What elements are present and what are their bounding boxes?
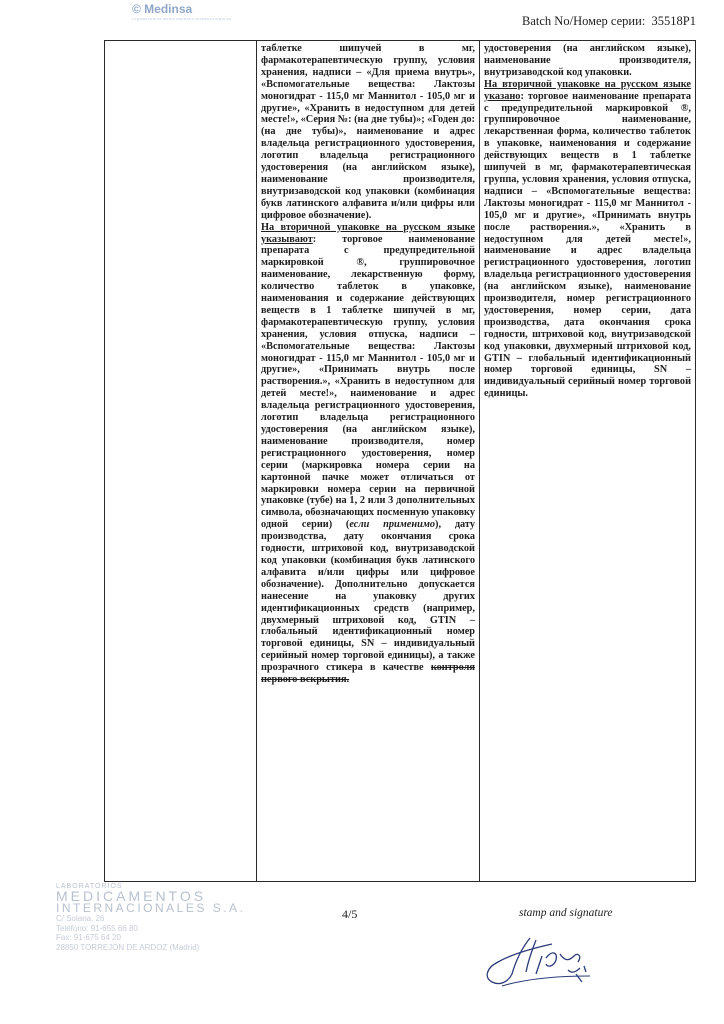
col2-block1: таблетке шипучей в мг, фармакотерапевтическую группу, условия хранения, надписи – «Для приема внутрь», «Вспомогательные вещества: Лактозы моногидрат - 115,0 мг Маннитол - 105,0 мг и другие», «Хранить в недоступном для детей месте!», «Серия №: (на дне тубы)»; «Годен до: (на дне тубы)», наименование и адрес владельца регистрационного удостоверения, логотип владельца регистрационного удостоверения (на английском языке), наименование производителя, внутризаводской код упаковки (комбинация букв латинского алфавита и/или цифры или цифровое обозначение). xyxy=(261,43,475,221)
col3-block2 xyxy=(484,79,691,400)
company-address: C/ Solana, 26 xyxy=(56,914,105,923)
batch-label: Batch No/ xyxy=(522,14,574,28)
col2-block2 xyxy=(261,222,475,686)
col3-block1: удостоверения (на английском языке), наименование производителя, внутризаводской код упаковки. xyxy=(484,43,691,78)
company-phone: Teléfono: 91-655 66 80 xyxy=(56,923,138,933)
batch-label-ru: Номер серии: xyxy=(573,14,646,28)
table-cell-current xyxy=(480,41,696,882)
signature-image xyxy=(472,930,602,990)
table-row xyxy=(105,41,696,882)
page-number: 4/5 xyxy=(342,907,358,921)
table-cell-proposed xyxy=(257,41,480,882)
company-line3: INTERNACIONALES S.A. xyxy=(56,901,246,915)
company-fax: Fax: 91-675 64 20 xyxy=(56,933,121,942)
company-logo xyxy=(132,2,232,21)
comparison-table xyxy=(104,40,696,882)
col2-italic-note: если применимо xyxy=(349,519,436,531)
batch-value: 35518P1 xyxy=(651,14,696,28)
company-line2: MEDICAMENTOS xyxy=(56,888,207,904)
col3-block2-text: : торговое наименование препарата с предупредительной маркировкой ®, группировочное наименование, лекарственная форма, количество таблеток в упаковке, наименования и содержание действующих веществ в 1 таблетке шипучей в мг, фармакотерапевтическая группа, условия хранения, условия отпуска, надписи – «Вспомогательные вещества: Лактозы моногидрат - 115,0 мг Маннитол - 105,0 мг и другие», «Принимать внутрь после растворения.», «Хранить в недоступном для детей месте!», наименование и адрес владельца регистрационного удостоверения, логотип владельца регистрационного удостоверения (на английском языке), наименование производителя, номер регистрационного удостоверения, номер серии, дата производства, дата окончания срока годности, штриховой код, внутризаводской код упаковки, двухмерный штриховой код, GTIN – глобальный идентификационный номер торговой единицы, SN – индивидуальный серийный номер торговой единицы. xyxy=(484,90,691,400)
logo-text: © Medinsa xyxy=(132,2,193,16)
logo-subtitle: LABORATORIOS MEDICAMENTOS INTERNACIONALES xyxy=(132,17,232,21)
col2-block2a: : торговое наименование препарата с предупредительной маркировкой ®, группировочное наименование, лекарственную форму, количество таблеток в упаковке, наименования и содержание действующих веществ в 1 таблетке шипучей в мг, фармакотерапевтическую группу, условия хранения, условия отпуска, надписи – «Вспомогательные вещества: Лактозы моногидрат - 115,0 мг Маннитол - 105,0 мг и другие», «Принимать внутрь после растворения.», «Хранить в недоступном для детей месте!», наименование и адрес владельца регистрационного удостоверения, логотип владельца регистрационного удостоверения (на английском языке), наименование производителя, номер регистрационного удостоверения, номер серии (маркировка номера серии на картонной пачке может отличаться от маркировки номера серии на первичной упаковке (тубе) на 1, 2 или 3 дополнительных символа, обозначающих посменную упаковку одной серии) ( xyxy=(261,233,475,531)
col2-block2b: ), дату производства, дату окончания срока годности, штриховой код, внутризаводской код упаковки (комбинация букв латинского алфавита и/или цифры или цифровое обозначение). Дополнительно допускается нанесение на упаковку других идентификационных средств (например, двухмерный штриховой код, GTIN – глобальный идентификационный номер торговой единицы, SN – индивидуальный серийный номер торговой единицы), а также прозрачного стикера в качестве xyxy=(261,519,475,674)
batch-number xyxy=(522,14,696,29)
company-city: 28850 TORREJON DE ARDOZ (Madrid) xyxy=(56,942,200,952)
col2-heading2: На вторичной упаковке на русском языке указывают xyxy=(261,221,475,245)
table-cell-empty xyxy=(105,41,257,882)
col3-heading2: На вторичной упаковке на русском языке указано xyxy=(484,78,691,102)
company-line1: LABORATORIOS xyxy=(56,883,123,890)
col2-struck-text: контроля первого вскрытия. xyxy=(261,662,475,686)
stamp-label: stamp and signature xyxy=(519,907,613,919)
company-stamp xyxy=(56,883,286,952)
